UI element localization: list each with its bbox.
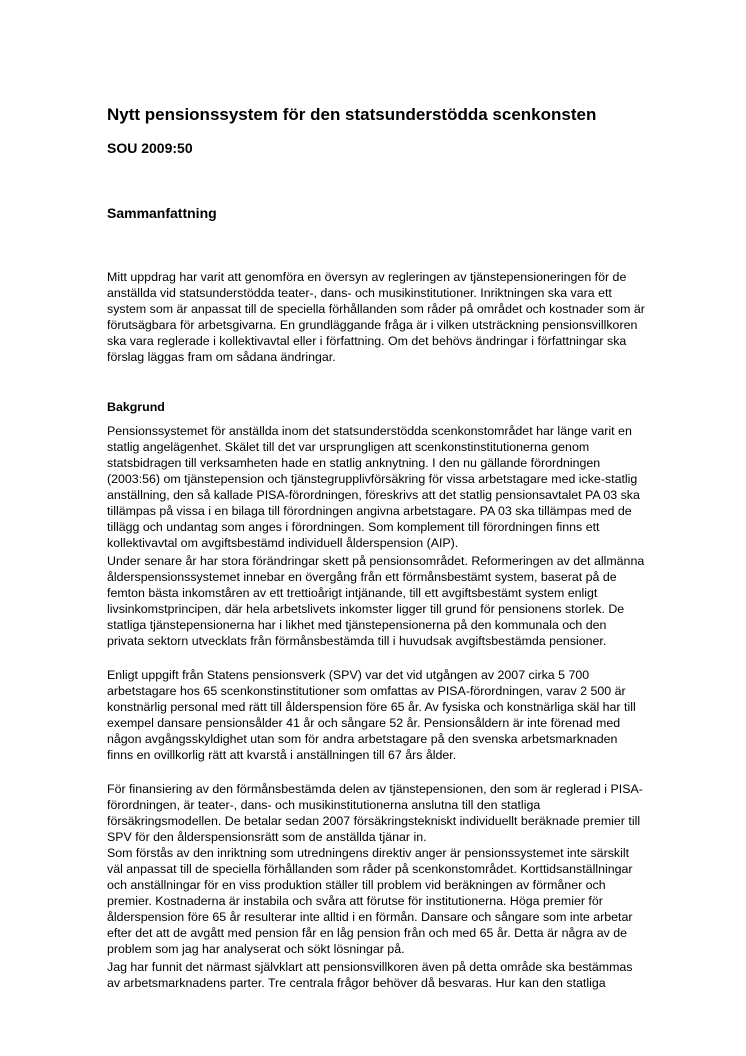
paragraph: Enligt uppgift från Statens pensionsverk (SPV) var det vid utgången av 2007 cirka 5 700 arbetstagare hos 65 scenkonstinstitutioner som omfattas av PISA-förordningen, varav 2 500 är konstnärlig personal med rätt till ålderspension före 65 år. Av fysiska och konstnärliga skäl har till exempel dansare pensionsålder 41 år och sångare 52 år. Pensionsåldern är inte förenad med någon avgångsskyldighet utan som för andra arbetstagare på den svenska arbetsmarknaden finns en ovillkorlig rätt att kvarstå i anställningen till 67 års ålder. xyxy=(107,668,636,763)
subheading-bakgrund: Bakgrund xyxy=(107,400,165,414)
document-title: Nytt pensionssystem för den statsunderstödda scenkonsten xyxy=(107,105,597,124)
paragraph: Som förstås av den inriktning som utredningens direktiv anger är pensionssystemet inte särskilt väl anpassat till de speciella förhållanden som råder på scenkonstområdet. Korttidsanställningar och anställningar för en viss produktion ställer till problem vid beräkningen av förmåner och premier. Kostnaderna är instabila och svåra att förutse för institutionerna. Höga premier för ålderspension före 65 år resulterar inte alltid i en förmån. Dansare och sångare som inte arbetar efter det att de avgått med pension får en låg pension från och med 65 år. Detta är några av de problem som jag har analyserat och sökt lösningar på. xyxy=(107,846,633,957)
section-heading: Sammanfattning xyxy=(107,205,217,221)
paragraph: Pensionssystemet för anställda inom det statsunderstödda scenkonstområdet har länge varit en statlig angelägenhet. Skälet till det var ursprungligen att scenkonstinstitutionerna genom statsbidragen till verksamheten hade en statlig anknytning. I den nu gällande förordningen (2003:56) om tjänstepension och tjänstegrupplivförsäkring för vissa arbetstagare med icke-statlig anställning, den så kallade PISA-förordningen, föreskrivs att det statlig pensionsavtalet PA 03 ska tillämpas på vissa i en bilaga till förordningen angivna arbetstagare. PA 03 ska tillämpas med de tillägg och undantag som anges i förordningen. Som komplement till förordningen finns ett kollektivavtal om avgiftsbestämd individuell ålderspension (AIP). xyxy=(107,424,640,551)
document-reference: SOU 2009:50 xyxy=(107,140,193,156)
paragraph: Under senare år har stora förändringar skett på pensionsområdet. Reformeringen av det allmänna ålderspensionssystemet innebar en övergång från ett förmånsbestämt system, baserat på de femton bästa inkomståren av ett trettioårigt intjänande, till ett avgiftsbestämt system enligt livsinkomstprincipen, där hela arbetslivets inkomster ligger till grund för pensionens storlek. De statliga tjänstepensionerna har i likhet med tjänstepensionerna på den kommunala och den privata sektorn utvecklats från förmånsbestämda till i huvudsak avgiftsbestämda pensioner. xyxy=(107,554,645,649)
paragraph: För finansiering av den förmånsbestämda delen av tjänstepensionen, den som är reglerad i PISA-förordningen, är teater-, dans- och musikinstitutionerna anslutna till den statliga försäkringsmodellen. De betalar sedan 2007 försäkringstekniskt individuellt beräknade premier till SPV för den ålderspensionsrätt som de anställda tjänar in. xyxy=(107,782,643,845)
intro-paragraph: Mitt uppdrag har varit att genomföra en översyn av regleringen av tjänstepensioneringen för de anställda vid statsunderstödda teater-, dans- och musikinstitutioner. Inriktningen ska vara ett system som är anpassat till de speciella förhållanden som råder på området och kostnader som är förutsägbara för arbetsgivarna. En grundläggande fråga är i vilken utsträckning pensionsvillkoren ska vara reglerade i kollektivavtal eller i författning. Om det behövs ändringar i författningar ska förslag läggas fram om sådana ändringar. xyxy=(107,270,645,365)
paragraph: Jag har funnit det närmast självklart att pensionsvillkoren även på detta område ska bestämmas av arbetsmarknadens parter. Tre centrala frågor behöver då besvaras. Hur kan den statliga xyxy=(107,960,633,991)
